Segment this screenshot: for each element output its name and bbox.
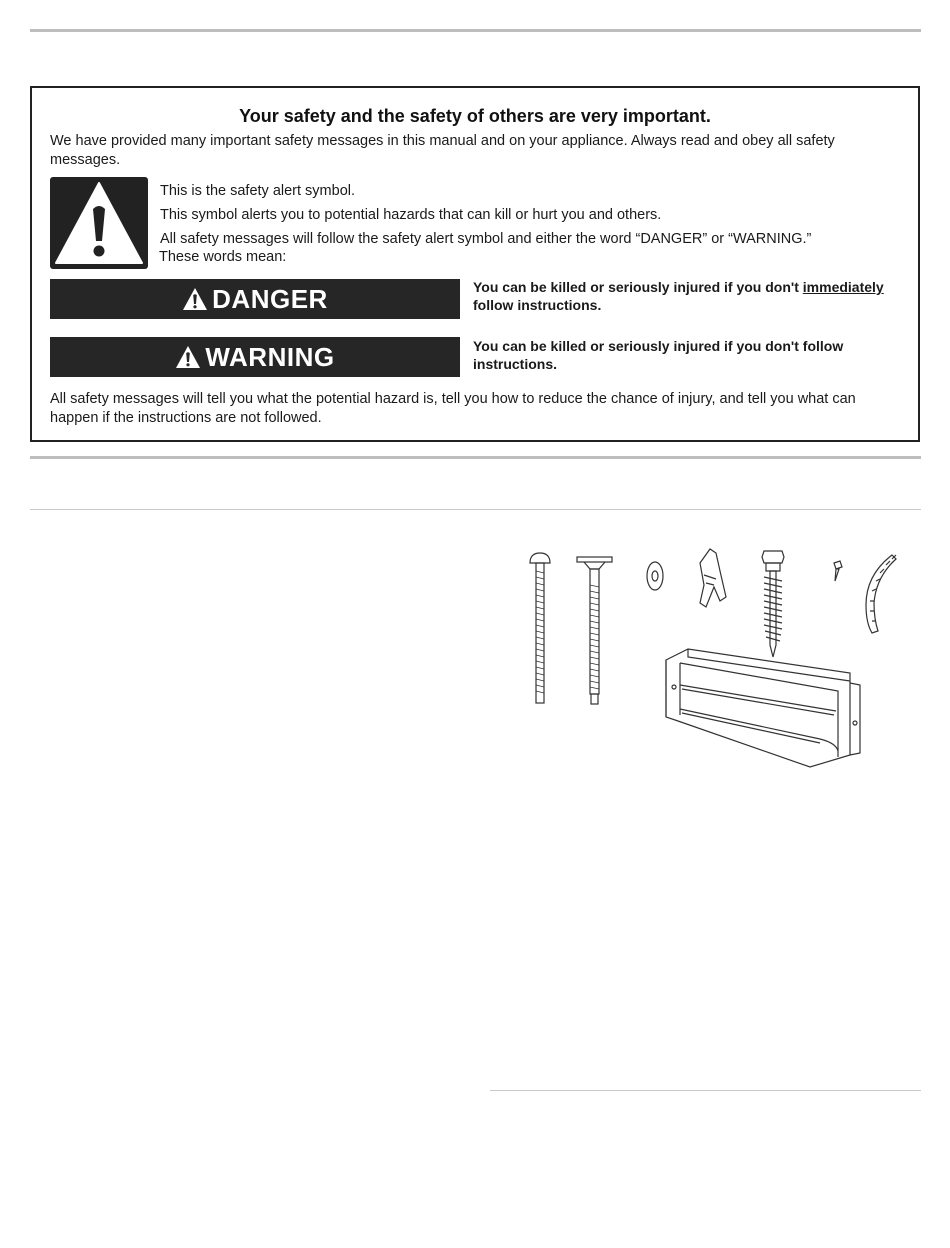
warning-description: You can be killed or seriously injured if you don't follow instructions. xyxy=(473,338,844,372)
hex-lag-screw-icon xyxy=(762,551,784,657)
symbol-line-4: These words mean: xyxy=(159,249,287,265)
small-screw-icon xyxy=(834,561,842,581)
tooth-clip-icon xyxy=(866,555,896,633)
bottom-divider xyxy=(490,1090,921,1091)
top-divider xyxy=(30,29,921,32)
danger-text-after: follow instructions. xyxy=(473,297,602,313)
hardware-parts-illustration xyxy=(520,545,910,770)
warning-label: WARNING xyxy=(205,341,335,372)
danger-label: DANGER xyxy=(212,283,328,314)
washer-icon xyxy=(647,562,663,590)
safety-title: Your safety and the safety of others are very important. xyxy=(239,106,711,126)
safety-intro: We have provided many important safety messages in this manual and on your appliance. Always read and obey all safety messages. xyxy=(50,133,835,168)
middle-divider xyxy=(30,456,921,459)
symbol-line-2: This symbol alerts you to potential hazards that can kill or hurt you and others. xyxy=(160,207,662,223)
safety-outro: All safety messages will tell you what the potential hazard is, tell you how to reduce the chance of injury, and tell you what can happen if the instructions are not followed. xyxy=(50,391,856,426)
warning-signal-bar xyxy=(50,337,460,377)
toggle-anchor-icon xyxy=(700,549,726,607)
safety-message-box xyxy=(30,86,920,442)
symbol-line-1: This is the safety alert symbol. xyxy=(160,183,356,199)
warning-alert-icon xyxy=(175,345,201,369)
round-head-bolt-icon xyxy=(530,553,550,703)
danger-alert-icon xyxy=(182,287,208,311)
danger-signal-bar xyxy=(50,279,460,319)
flat-head-bolt-icon xyxy=(577,557,612,704)
danger-text-before: You can be killed or seriously injured if you don't xyxy=(473,279,803,295)
danger-text-emphasis: immediately xyxy=(802,279,884,295)
safety-alert-icon xyxy=(50,177,148,269)
section-divider xyxy=(30,509,921,510)
danger-description xyxy=(473,278,913,314)
symbol-line-3: All safety messages will follow the safety alert symbol and either the word “DANGER” or “WARNING.” xyxy=(160,231,812,247)
mounting-bracket-icon xyxy=(666,649,860,767)
